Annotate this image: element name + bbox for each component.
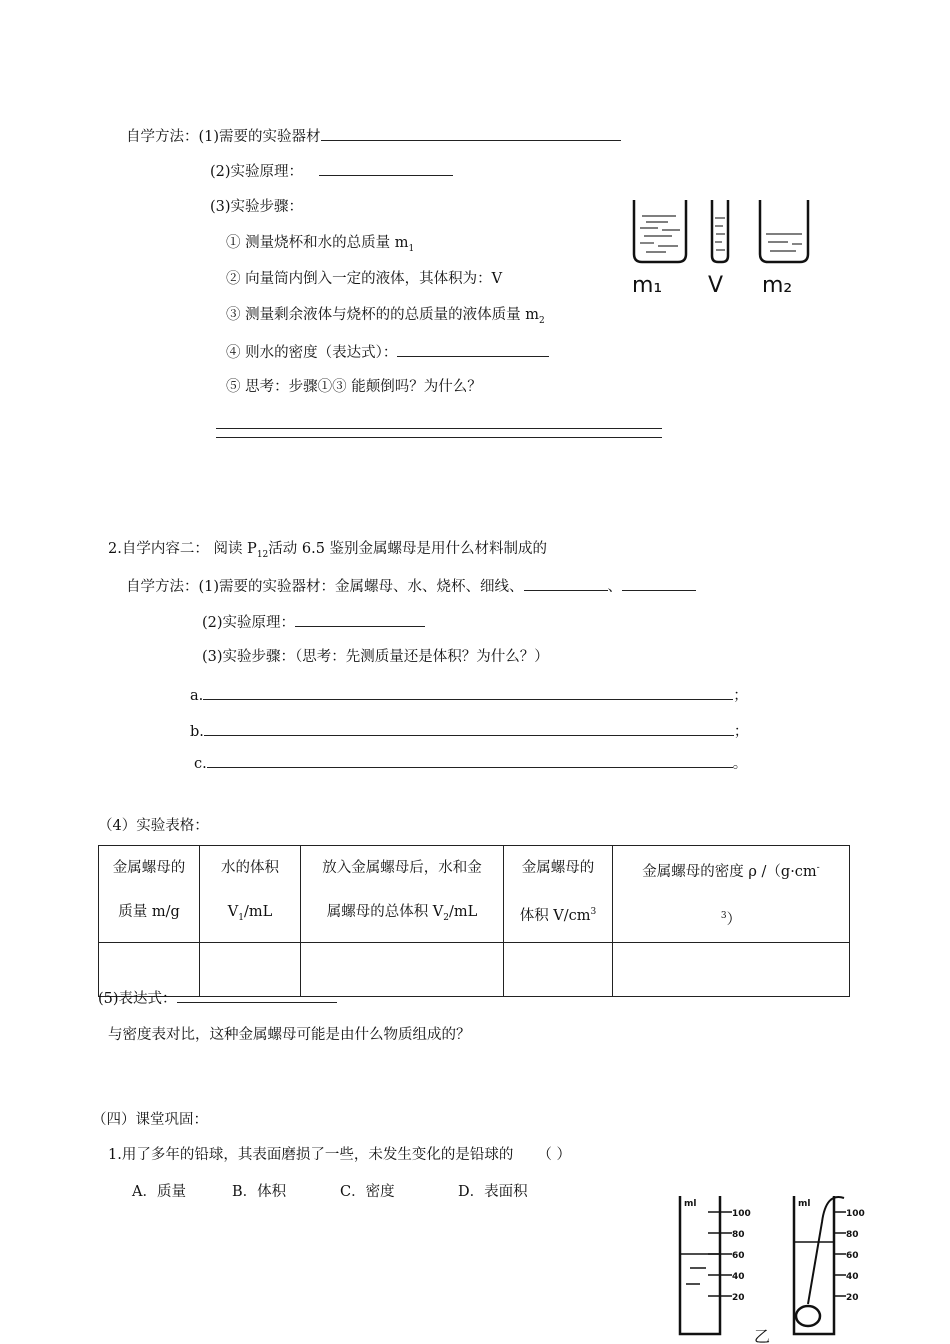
cylinder-b-tick-100: 100	[846, 1209, 865, 1219]
part2-principle	[202, 612, 425, 632]
option-a[interactable]: A．质量	[132, 1184, 186, 1200]
figure-caption: 乙	[754, 1327, 771, 1344]
principle-label: (2)实验原理：	[210, 164, 304, 180]
step-c-blank[interactable]	[207, 753, 733, 768]
expression-label: (5)表达式：	[98, 991, 177, 1007]
header-total-volume	[301, 846, 504, 943]
option-c[interactable]: C．密度	[340, 1184, 395, 1200]
cylinder-a-tick-20: 20	[732, 1293, 745, 1303]
part2-title-sub: 12	[256, 549, 269, 560]
step-1-sub: 1	[408, 243, 415, 254]
cylinder-a-unit: ml	[684, 1199, 697, 1209]
cylinder-a-tick-80: 80	[732, 1230, 745, 1240]
header-total-volume-line1: 放入金属螺母后，水和金	[322, 860, 482, 876]
header-density-line2: $^3$）	[720, 910, 742, 928]
header-total-volume-line2: 属螺母的总体积 $V_2/mL$	[326, 904, 478, 923]
measuring-cylinders-figure	[676, 1192, 876, 1344]
header-nut-volume-line1: 金属螺母的	[521, 860, 595, 876]
label-m2: m₂	[762, 273, 793, 298]
step-a-end: ；	[733, 688, 748, 704]
cylinder-a-tick-100: 100	[732, 1209, 751, 1219]
step-1	[226, 234, 414, 258]
cylinder-b-unit: ml	[798, 1199, 811, 1209]
cylinder-b-tick-80: 80	[846, 1230, 859, 1240]
step-b	[190, 721, 748, 741]
separator: 、	[607, 579, 623, 595]
expression-line	[98, 988, 337, 1008]
cylinder-a-tick-40: 40	[732, 1272, 745, 1282]
part2-steps: (3)实验步骤：（思考：先测质量还是体积？为什么？）	[202, 649, 549, 665]
step-b-blank[interactable]	[204, 721, 734, 736]
table-header-row	[99, 846, 850, 943]
label-m1: m₁	[632, 273, 663, 298]
beaker-2-outline	[760, 200, 808, 262]
header-mass	[99, 846, 200, 943]
cylinder-b-tick-20: 20	[846, 1293, 859, 1303]
step-a-blank[interactable]	[203, 685, 733, 700]
equipment-blank-2[interactable]	[622, 576, 696, 591]
step-c-end: 。	[732, 756, 748, 772]
step-3	[226, 306, 545, 330]
cylinder-outline	[712, 200, 728, 262]
cylinder-a-tick-60: 60	[732, 1251, 745, 1261]
beaker-2-liquid	[766, 234, 802, 251]
header-mass-line2: 质量 m/g	[118, 904, 180, 920]
answer-parentheses[interactable]: （ ）	[537, 1147, 571, 1163]
beaker-1-liquid	[640, 216, 680, 252]
cylinder-b-tick-40: 40	[846, 1272, 859, 1282]
method-line-1	[126, 126, 621, 146]
beaker-cylinder-figure	[628, 196, 814, 300]
cylinder-a-outline	[680, 1196, 720, 1334]
equipment-blank-1[interactable]	[524, 576, 608, 591]
part2-title-a: 2.自学内容二： 阅读 P	[108, 541, 257, 557]
answer-line-1[interactable]	[216, 428, 662, 429]
principle-blank[interactable]	[319, 161, 453, 176]
table-label: （4）实验表格：	[98, 818, 209, 834]
label-v: V	[708, 273, 724, 298]
part2-principle-text: (2)实验原理：	[202, 615, 296, 631]
step-b-end: ；	[733, 724, 749, 740]
answer-line-2[interactable]	[216, 437, 662, 438]
step-4-text: ④ 则水的密度（表达式）：	[226, 345, 398, 361]
step-b-label: b.	[190, 724, 204, 740]
expression-blank[interactable]	[177, 988, 337, 1003]
step-3-text: ③ 测量剩余液体与烧杯的的总质量的液体质量 m	[226, 307, 539, 323]
part2-title-b: 活动 6.5 鉴别金属螺母是用什么材料制成的	[268, 541, 548, 557]
part2-title	[108, 540, 547, 564]
question-1-text: 1.用了多年的铅球，其表面磨损了一些，未发生变化的是铅球的	[108, 1147, 514, 1163]
cell-density[interactable]	[613, 942, 850, 996]
step-c	[194, 753, 747, 773]
header-water-volume-line1: 水的体积	[221, 860, 279, 876]
header-water-volume	[200, 846, 301, 943]
part4-title: （四）课堂巩固：	[92, 1112, 208, 1128]
step-c-label: c.	[194, 756, 207, 772]
cylinder-liquid	[715, 218, 725, 250]
header-mass-line1: 金属螺母的	[112, 860, 186, 876]
question-1	[108, 1146, 571, 1164]
method-label: 自学方法：(1)需要的实验器材	[126, 129, 321, 145]
cylinder-b-tick-60: 60	[846, 1251, 859, 1261]
option-d[interactable]: D．表面积	[458, 1184, 528, 1200]
part2-principle-blank[interactable]	[295, 612, 425, 627]
principle-line	[210, 161, 453, 181]
part2-method-text: 自学方法：(1)需要的实验器材：金属螺母、水、烧杯、细线、	[126, 579, 524, 595]
step-2: ② 向量筒内倒入一定的液体，其体积为：V	[226, 271, 503, 287]
part2-method	[126, 576, 696, 596]
thread-icon	[808, 1197, 844, 1304]
step-a-label: a.	[190, 688, 204, 704]
header-density	[613, 846, 850, 943]
compare-question: 与密度表对比，这种金属螺母可能是由什么物质组成的？	[108, 1027, 471, 1043]
cell-nut-volume[interactable]	[504, 942, 613, 996]
header-water-volume-line2: $V_1/mL$	[227, 904, 273, 923]
step-3-sub: 2	[538, 315, 545, 326]
density-expression-blank[interactable]	[397, 342, 549, 357]
step-5: ⑤ 思考：步骤①③ 能颠倒吗？为什么？	[226, 379, 482, 395]
step-1-text: ① 测量烧杯和水的总质量 m	[226, 235, 409, 251]
beaker-1-outline	[634, 200, 686, 262]
header-nut-volume	[504, 846, 613, 943]
option-b[interactable]: B．体积	[232, 1184, 287, 1200]
equipment-blank[interactable]	[321, 126, 621, 141]
step-a	[190, 685, 748, 705]
step-4	[226, 342, 549, 362]
header-nut-volume-line2: 体积 $V/cm^3$	[519, 907, 597, 924]
header-density-line1: 金属螺母的密度 ρ /（g·cm-	[642, 863, 820, 880]
steps-label: (3)实验步骤：	[210, 199, 304, 215]
metal-nut-icon	[796, 1306, 820, 1326]
experiment-table	[98, 845, 850, 997]
